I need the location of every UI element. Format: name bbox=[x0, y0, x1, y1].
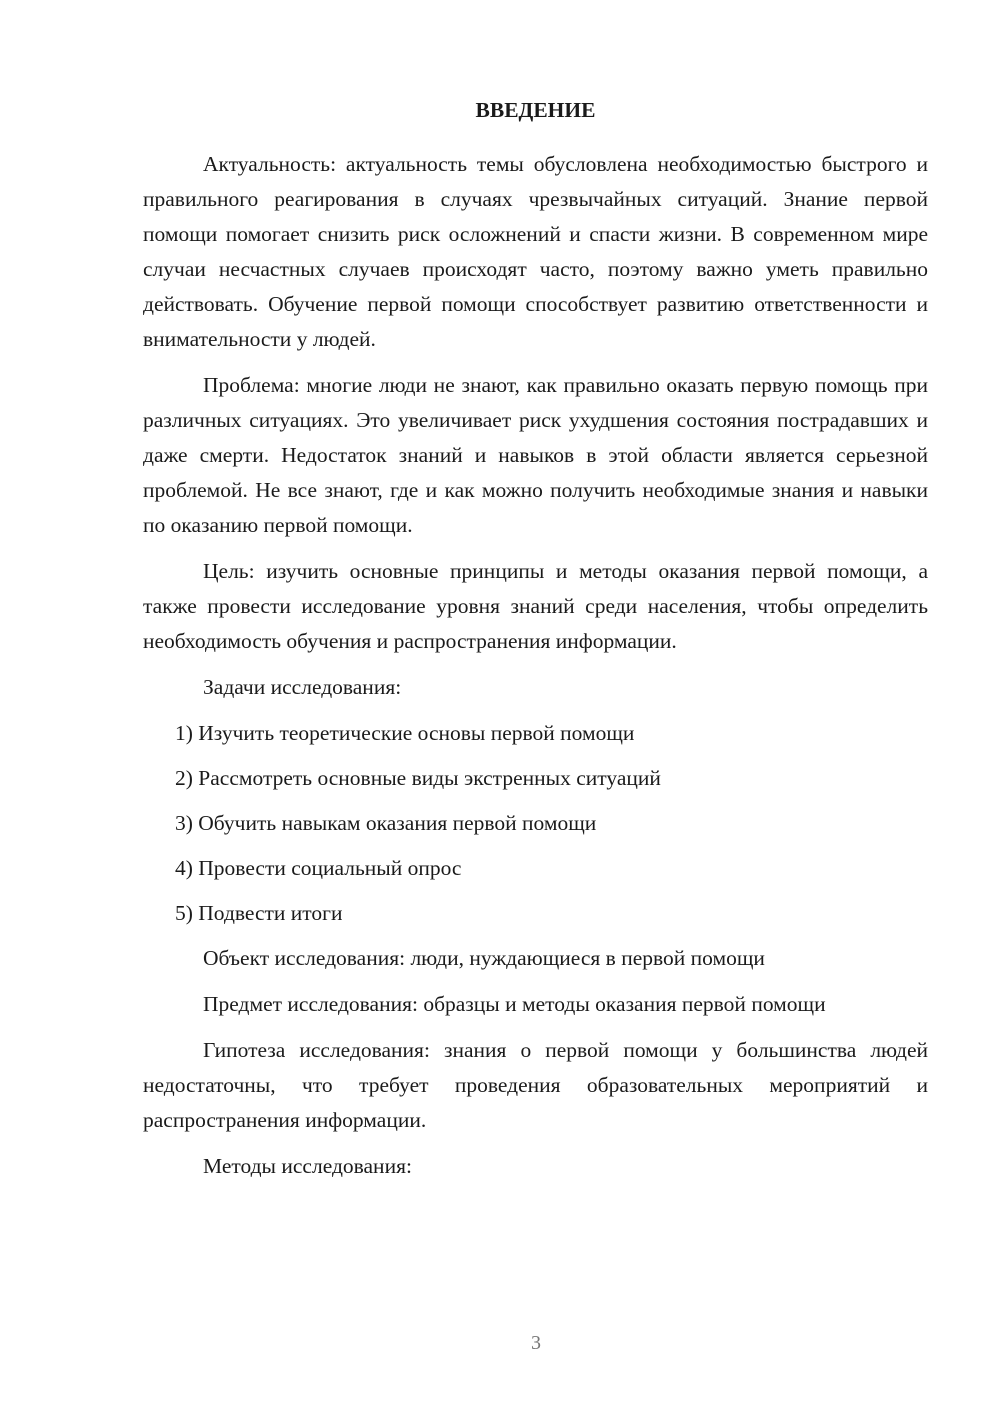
subject-paragraph: Предмет исследования: образцы и методы оказания первой помощи bbox=[203, 992, 826, 1016]
list-item: 3) Обучить навыкам оказания первой помощи bbox=[175, 811, 597, 835]
document-page bbox=[143, 92, 928, 1195]
list-item: 5) Подвести итоги bbox=[175, 901, 343, 925]
page-title: ВВЕДЕНИЕ bbox=[475, 98, 596, 122]
hypothesis-paragraph: Гипотеза исследования: знания о первой помощи у большинства людей недостаточны, что требует проведения образовательных мероприятий и распространения информации. bbox=[143, 1038, 928, 1132]
goal-paragraph: Цель: изучить основные принципы и методы оказания первой помощи, а также провести исследование уровня знаний среди населения, чтобы определить необходимость обучения и распространения информации. bbox=[143, 559, 928, 653]
tasks-list bbox=[143, 716, 928, 931]
object-paragraph: Объект исследования: люди, нуждающиеся в первой помощи bbox=[203, 946, 765, 970]
page-number: 3 bbox=[531, 1332, 541, 1354]
methods-heading: Методы исследования: bbox=[203, 1154, 412, 1178]
list-item: 1) Изучить теоретические основы первой помощи bbox=[175, 721, 635, 745]
tasks-heading: Задачи исследования: bbox=[203, 675, 402, 699]
problem-paragraph: Проблема: многие люди не знают, как правильно оказать первую помощь при различных ситуациях. Это увеличивает риск ухудшения состояния пострадавших и даже смерти. Недостаток знаний и навыков в этой области является серьезной проблемой. Не все знают, где и как можно получить необходимые знания и навыки по оказанию первой помощи. bbox=[143, 373, 928, 537]
relevance-paragraph: Актуальность: актуальность темы обусловлена необходимостью быстрого и правильного реагирования в случаях чрезвычайных ситуаций. Знание первой помощи помогает снизить риск осложнений и спасти жизни. В современном мире случаи несчастных случаев происходят часто, поэтому важно уметь правильно действовать. Обучение первой помощи способствует развитию ответственности и внимательности у людей. bbox=[143, 152, 928, 351]
list-item: 4) Провести социальный опрос bbox=[175, 856, 462, 880]
list-item: 2) Рассмотреть основные виды экстренных ситуаций bbox=[175, 766, 661, 790]
